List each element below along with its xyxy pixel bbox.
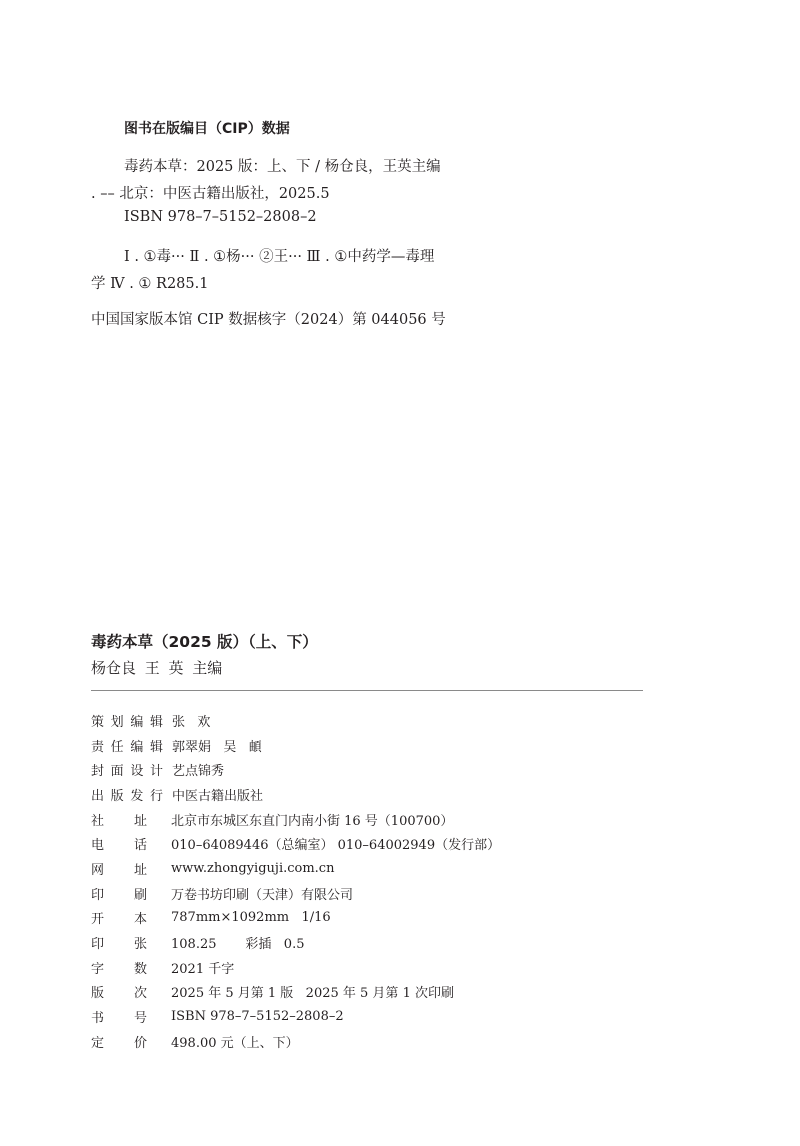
cip-title-line: 毒药本草：2025 版：上、下 / 杨仓良，王英主编 — [124, 159, 441, 175]
cip-subject-line: Ⅰ . ①毒··· Ⅱ . ①杨··· ②王··· Ⅲ . ①中药学—毒理 — [124, 249, 435, 265]
info-value: 108.25 彩插 0.5 — [171, 937, 305, 953]
cip-isbn-line: ISBN 978–7–5152–2808–2 — [124, 209, 317, 225]
info-value: 中医古籍出版社 — [172, 788, 264, 804]
info-row-format — [91, 906, 500, 931]
info-label: 版 次 — [91, 986, 147, 1002]
info-value: 北京市东城区东直门内南小街 16 号（100700） — [171, 813, 454, 829]
divider — [91, 690, 643, 691]
info-row-planning-editor — [91, 708, 500, 733]
info-row-cover-design — [91, 757, 500, 782]
info-value: 2021 千字 — [171, 961, 235, 977]
info-value: 艺点锦秀 — [172, 764, 225, 780]
info-value: ISBN 978–7–5152–2808–2 — [171, 1009, 344, 1025]
info-row-website — [91, 856, 500, 881]
info-label: 策 划 编 辑 — [91, 714, 163, 730]
book-title: 毒药本草（2025 版）（上、下） — [91, 633, 318, 651]
info-label: 责 任 编 辑 — [91, 739, 163, 755]
info-row-price — [91, 1029, 500, 1054]
info-row-word-count — [91, 955, 500, 980]
info-value: 010–64089446（总编室） 010–64002949（发行部） — [171, 838, 501, 854]
info-label: 开 本 — [91, 912, 147, 928]
info-label: 印 张 — [91, 937, 147, 953]
info-row-printer — [91, 881, 500, 906]
publication-info-list — [91, 708, 500, 1054]
info-value: www.zhongyiguji.com.cn — [171, 860, 335, 876]
info-label: 书 号 — [91, 1011, 147, 1027]
info-label: 出 版 发 行 — [91, 788, 163, 804]
book-authors: 杨仓良 王 英 主编 — [91, 659, 223, 677]
info-label: 定 价 — [91, 1035, 147, 1051]
info-row-isbn — [91, 1004, 500, 1029]
info-row-edition — [91, 980, 500, 1005]
info-label: 封 面 设 计 — [91, 764, 163, 780]
info-row-address — [91, 807, 500, 832]
info-value: 万卷书坊印刷（天津）有限公司 — [171, 887, 354, 903]
cip-heading: 图书在版编目（CIP）数据 — [124, 121, 290, 137]
info-row-publisher — [91, 782, 500, 807]
cip-publisher-line: . –– 北京：中医古籍出版社，2025.5 — [91, 186, 330, 202]
info-value: 郭翠娟 吴 頔 — [172, 739, 262, 755]
info-value: 2025 年 5 月第 1 版 2025 年 5 月第 1 次印刷 — [171, 986, 454, 1002]
info-label: 印 刷 — [91, 887, 147, 903]
info-row-phone — [91, 831, 500, 856]
cip-classification-line: 学 Ⅳ . ① R285.1 — [91, 276, 209, 292]
info-label: 网 址 — [91, 862, 147, 878]
info-row-sheets — [91, 930, 500, 955]
cip-record-number: 中国国家版本馆 CIP 数据核字（2024）第 044056 号 — [91, 312, 446, 328]
info-value: 张 欢 — [172, 714, 211, 730]
info-label: 电 话 — [91, 838, 147, 854]
info-row-responsible-editor — [91, 733, 500, 758]
info-value: 498.00 元（上、下） — [171, 1035, 299, 1051]
info-value: 787mm×1092mm 1/16 — [171, 910, 331, 926]
info-label: 字 数 — [91, 961, 147, 977]
info-label: 社 址 — [91, 813, 147, 829]
